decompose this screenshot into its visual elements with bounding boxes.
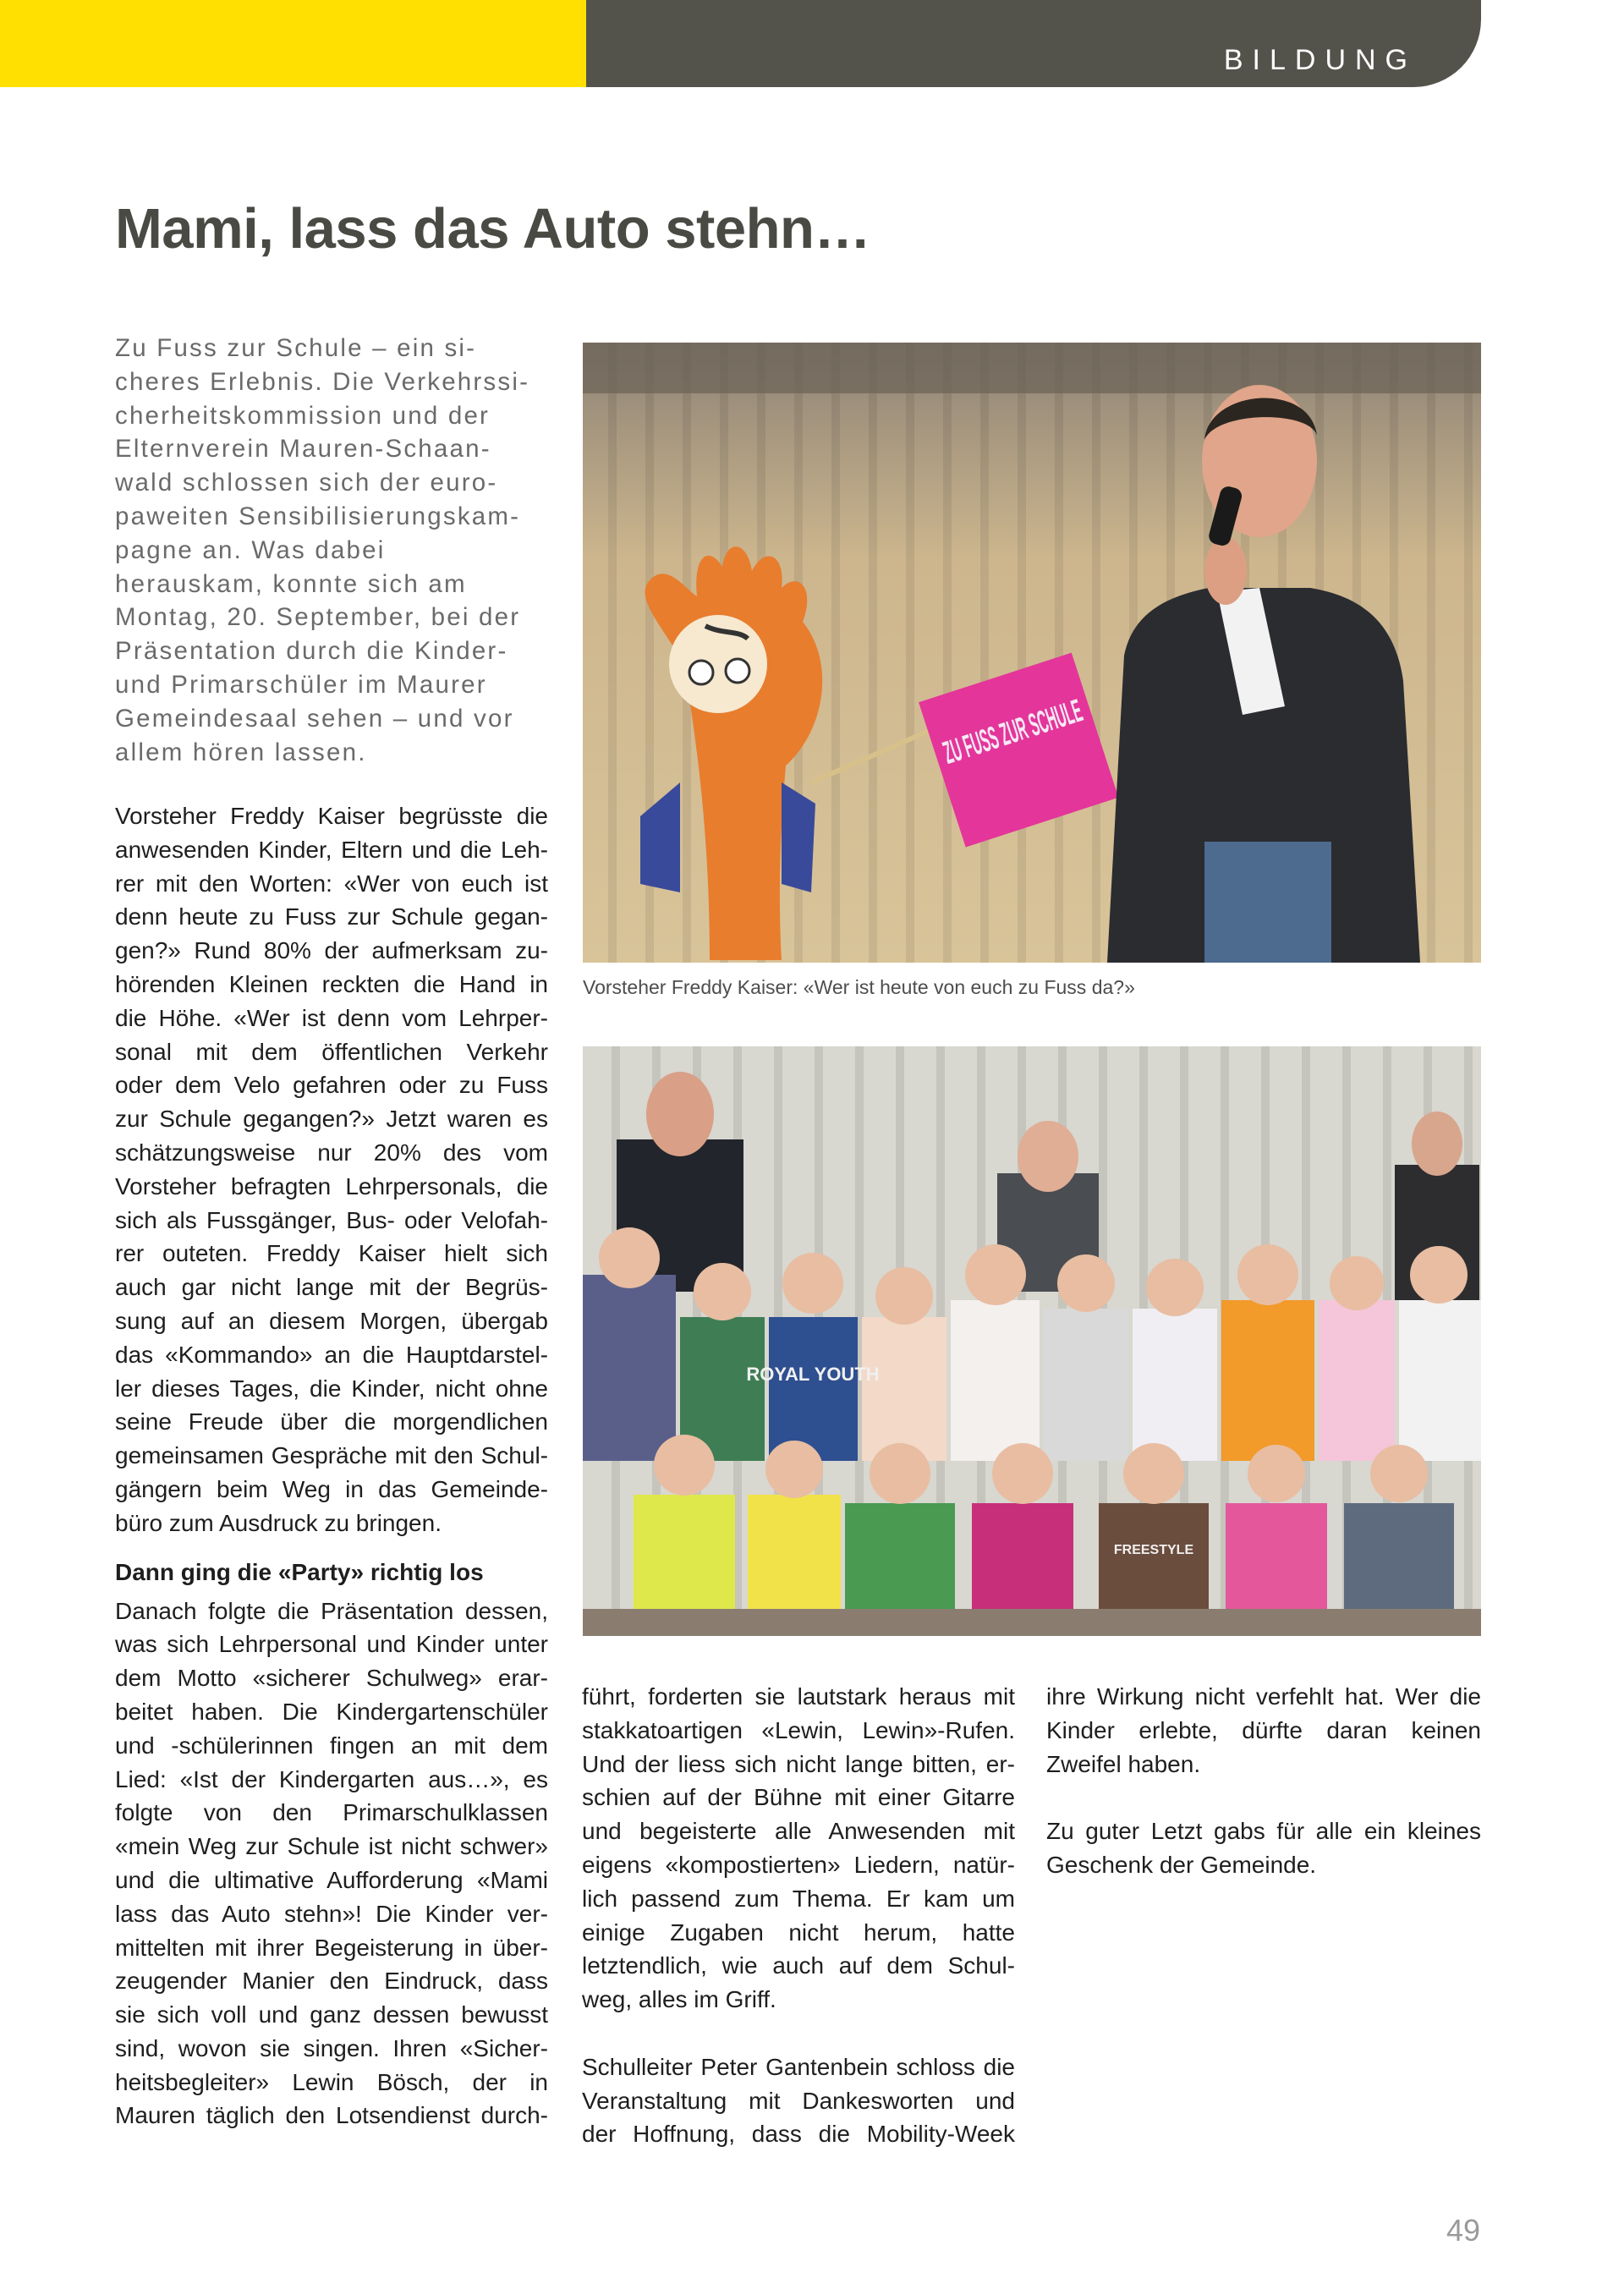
body-line: Kinder erlebte, dürfte daran keinen bbox=[1046, 1716, 1481, 1743]
body-line: Zu guter Letzt gabs für alle ein kleines bbox=[1046, 1818, 1481, 1845]
body-line: oder dem Velo gefahren oder zu Fuss bbox=[115, 1072, 548, 1099]
body-line: was sich Lehrpersonal und Kinder unter bbox=[115, 1631, 548, 1658]
lead-line: herauskam, konnte sich am bbox=[115, 569, 467, 598]
body-line: rer outeten. Freddy Kaiser hielt sich bbox=[115, 1240, 548, 1267]
lead-line: cherheitskommission und der bbox=[115, 401, 491, 430]
photo1-caption: Vorsteher Freddy Kaiser: «Wer ist heute von euch zu Fuss da?» bbox=[583, 976, 1135, 998]
body-line: einige Zugaben nicht herum, hatte bbox=[582, 1918, 1015, 1946]
body-line: schätzungsweise nur 20% des vom bbox=[115, 1139, 548, 1166]
body-line: Veranstaltung mit Dankesworten und bbox=[582, 2087, 1015, 2114]
body-line: dem Motto «sicherer Schulweg» erar- bbox=[115, 1665, 548, 1692]
body-line: zeugender Manier den Eindruck, dass bbox=[115, 1968, 548, 1995]
body-line: Vorsteher Freddy Kaiser begrüsste die bbox=[115, 803, 548, 829]
title-bold-part: Mami, bbox=[115, 197, 274, 261]
lead-line: und Primarschüler im Maurer bbox=[115, 670, 487, 699]
article-title bbox=[115, 196, 870, 261]
body-line: Danach folgte die Präsentation dessen, bbox=[115, 1597, 548, 1624]
body-line: eigens «kompostierten» Liedern, natür- bbox=[582, 1851, 1015, 1878]
section-label: BILDUNG bbox=[1223, 44, 1417, 76]
body-line: lich passend zum Thema. Er kam um bbox=[582, 1885, 1015, 1912]
lead-line: paweiten Sensibilisierungskam- bbox=[115, 502, 521, 530]
body-line: folgte von den Primarschulklassen bbox=[115, 1799, 548, 1826]
body-line: die Höhe. «Wer ist denn vom Lehrper- bbox=[115, 1004, 548, 1031]
lead-line: Zu Fuss zur Schule – ein si- bbox=[115, 334, 477, 362]
body-line: seine Freude über die morgendlichen bbox=[115, 1408, 548, 1435]
body-line: hörenden Kleinen reckten die Hand in bbox=[115, 970, 548, 997]
body-line: «mein Weg zur Schule ist nicht schwer» bbox=[115, 1833, 548, 1860]
lead-line: Elternverein Mauren-Schaan- bbox=[115, 435, 491, 464]
body-line: schien auf der Bühne mit einer Gitarre bbox=[582, 1784, 1015, 1811]
body-line: sich als Fussgänger, Bus- oder Velofah- bbox=[115, 1206, 548, 1233]
body-column-3 bbox=[1046, 1680, 1481, 1882]
body-line: rer mit den Worten: «Wer von euch ist bbox=[115, 870, 548, 897]
lead-line: Gemeindesaal sehen – und vor bbox=[115, 704, 514, 733]
lead-line: allem hören lassen. bbox=[115, 738, 367, 766]
body-line: lass das Auto stehn»! Die Kinder ver- bbox=[115, 1900, 548, 1927]
body-line: mittelten mit ihrer Begeisterung in über- bbox=[115, 1934, 548, 1961]
body-line: Schulleiter Peter Gantenbein schloss die bbox=[582, 2053, 1015, 2080]
body-line: und -schülerinnen fingen an mit dem bbox=[115, 1732, 548, 1759]
body-line: sie sich voll und ganz dessen bewusst bbox=[115, 2001, 548, 2028]
lead-line: pagne an. Was dabei bbox=[115, 535, 386, 564]
subheading: Dann ging die «Party» richtig los bbox=[115, 1558, 484, 1585]
body-line: führt, forderten sie lautstark heraus mit bbox=[582, 1683, 1015, 1710]
article-lead bbox=[115, 332, 544, 769]
body-line: büro zum Ausdruck zu bringen. bbox=[115, 1509, 442, 1536]
body-line: ihre Wirkung nicht verfehlt hat. Wer die bbox=[1046, 1683, 1481, 1710]
body-column-2 bbox=[582, 1680, 1015, 2151]
body-line: sonal mit dem öffentlichen Verkehr bbox=[115, 1038, 548, 1065]
body-line: gemeinsamen Gespräche mit den Schul- bbox=[115, 1442, 548, 1469]
photo-children bbox=[583, 1046, 1481, 1636]
body-line: Zweifel haben. bbox=[1046, 1750, 1201, 1777]
body-line: Lied: «Ist der Kindergarten aus…», es bbox=[115, 1765, 548, 1792]
photo-children-illustration bbox=[583, 1046, 1481, 1636]
body-line: Mauren täglich den Lotsendienst durch- bbox=[115, 2102, 548, 2129]
body-line: zur Schule gegangen?» Jetzt waren es bbox=[115, 1106, 548, 1133]
shirt-text-royal: ROYAL YOUTH bbox=[746, 1364, 880, 1385]
body-line: beitet haben. Die Kindergartenschüler bbox=[115, 1698, 548, 1725]
title-rest: lass das Auto stehn… bbox=[273, 197, 870, 261]
photo-speaker-illustration bbox=[583, 343, 1481, 963]
body-line: gängern beim Weg in das Gemeinde- bbox=[115, 1475, 548, 1502]
body-line: das «Kommando» an die Hauptdarstel- bbox=[115, 1341, 548, 1368]
body-line: heitsbegleiter» Lewin Bösch, der in bbox=[115, 2068, 548, 2095]
body-line: anwesenden Kinder, Eltern und die Leh- bbox=[115, 836, 548, 863]
header-yellow-bar bbox=[0, 0, 586, 87]
body-line: Geschenk der Gemeinde. bbox=[1046, 1851, 1317, 1878]
shirt-text-freestyle: FREESTYLE bbox=[1113, 1543, 1194, 1557]
body-line: weg, alles im Griff. bbox=[582, 1986, 776, 2013]
body-line: denn heute zu Fuss zur Schule gegan- bbox=[115, 903, 548, 930]
body-line: letztendlich, wie auch auf dem Schul- bbox=[582, 1952, 1015, 1979]
lead-line: Montag, 20. September, bei der bbox=[115, 603, 521, 632]
body-line: und die ultimative Aufforderung «Mami bbox=[115, 1866, 548, 1893]
section-tab bbox=[586, 0, 1481, 87]
body-line: sind, wovon sie singen. Ihren «Sicher- bbox=[115, 2034, 548, 2061]
body-line: und begeisterte alle Anwesenden mit bbox=[582, 1818, 1015, 1845]
lead-line: wald schlossen sich der euro- bbox=[115, 469, 498, 497]
body-line: gen?» Rund 80% der aufmerksam zu- bbox=[115, 937, 548, 964]
lead-line: Präsentation durch die Kinder- bbox=[115, 637, 508, 666]
lead-line: cheres Erlebnis. Die Verkehrssi- bbox=[115, 367, 530, 396]
body-line: Vorsteher befragten Lehrpersonals, die bbox=[115, 1172, 548, 1199]
body-column-1 bbox=[115, 799, 548, 2133]
body-line: sung auf an diesem Morgen, übergab bbox=[115, 1307, 548, 1334]
body-line: ler dieses Tages, die Kinder, nicht ohne bbox=[115, 1375, 548, 1402]
body-line: stakkatoartigen «Lewin, Lewin»-Rufen. bbox=[582, 1716, 1015, 1743]
body-line: der Hoffnung, dass die Mobility-Week bbox=[582, 2121, 1015, 2148]
body-line: auch gar nicht lange mit der Begrüs- bbox=[115, 1274, 548, 1301]
page-number: 49 bbox=[1446, 2213, 1480, 2248]
photo-speaker bbox=[583, 343, 1481, 963]
body-line: Und der liess sich nicht lange bitten, er- bbox=[582, 1750, 1015, 1777]
